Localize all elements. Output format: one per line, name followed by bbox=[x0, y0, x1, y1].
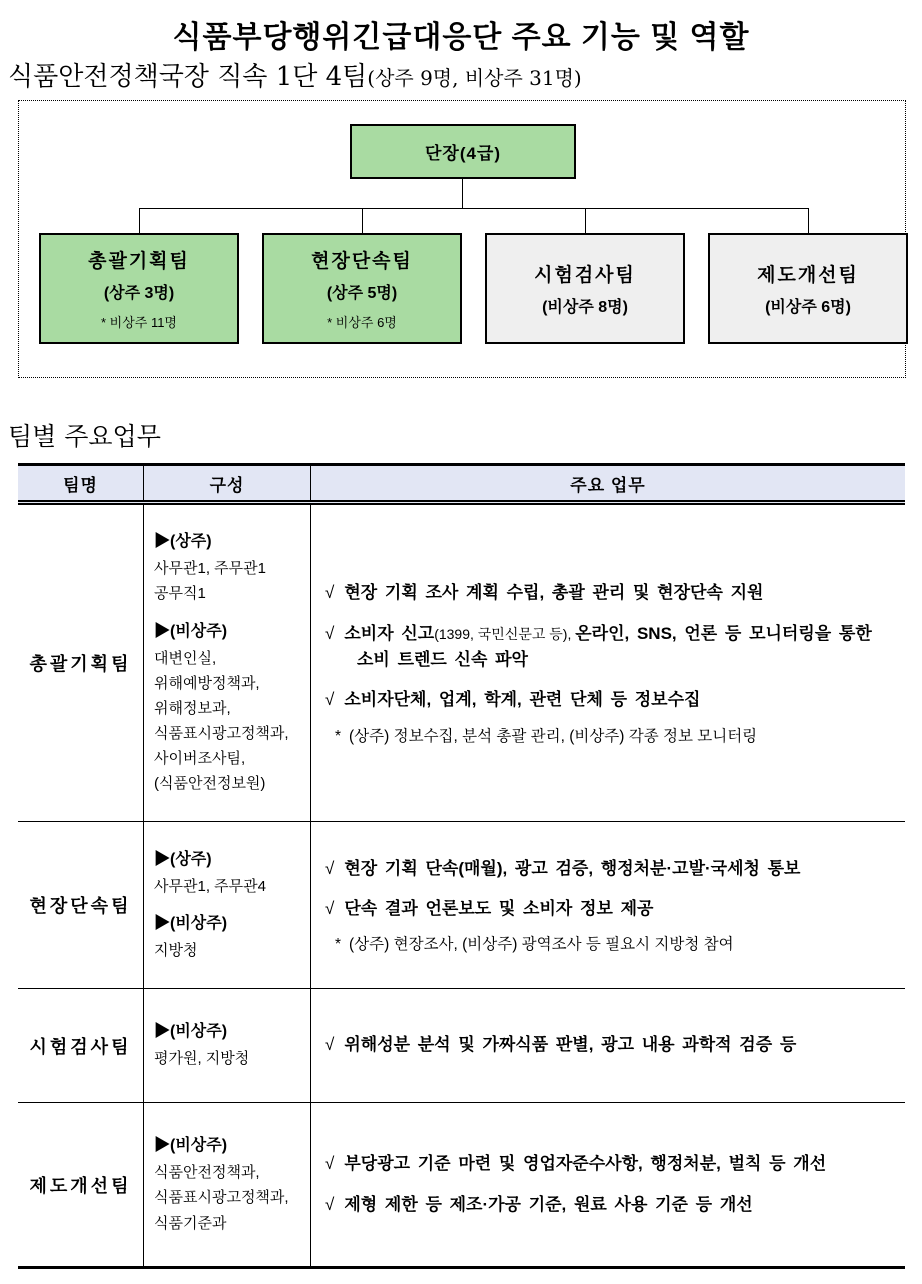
org-team-box bbox=[485, 233, 685, 344]
table-header-row bbox=[18, 466, 905, 505]
table-row bbox=[18, 821, 905, 988]
task-text: 위해성분 분석 및 가짜식품 판별, 광고 내용 과학적 검증 등 bbox=[344, 1035, 797, 1055]
connector-line bbox=[585, 208, 586, 234]
page-subtitle bbox=[8, 56, 582, 93]
org-root-box bbox=[350, 124, 576, 179]
task-line bbox=[325, 621, 893, 674]
asterisk-mark: * bbox=[335, 727, 342, 745]
composition-line: 사무관1, 주무관1 bbox=[154, 560, 266, 578]
composition-line: 평가원, 지방청 bbox=[154, 1050, 250, 1068]
team-name-cell: 현장단속팀 bbox=[29, 896, 132, 916]
composition-line: ▶(상주) bbox=[154, 533, 212, 551]
org-chart bbox=[18, 100, 906, 378]
task-line bbox=[325, 1192, 893, 1218]
check-mark: √ bbox=[325, 858, 335, 878]
composition-line: ▶(비상주) bbox=[154, 915, 228, 932]
check-mark: √ bbox=[325, 1035, 335, 1055]
check-mark: √ bbox=[325, 1154, 335, 1174]
team-name-cell: 제도개선팀 bbox=[29, 1175, 132, 1196]
tasks-cell bbox=[310, 822, 905, 988]
org-team-box bbox=[262, 233, 462, 344]
tasks-cell bbox=[310, 1103, 905, 1266]
composition-line: 식품표시광고정책과, bbox=[154, 1189, 289, 1207]
composition-cell bbox=[143, 505, 310, 821]
composition-line: ▶(비상주) bbox=[154, 622, 228, 640]
task-line bbox=[325, 580, 893, 606]
composition-line: (식품안전정보원) bbox=[154, 775, 266, 793]
task-text: (상주) 현장조사, (비상주) 광역조사 등 필요시 지방청 참여 bbox=[349, 936, 734, 954]
org-root-title: 단장(4급) bbox=[424, 144, 502, 163]
table-row bbox=[18, 988, 905, 1102]
connector-line bbox=[139, 208, 809, 209]
org-box-note: * 비상주 6명 bbox=[327, 315, 397, 330]
page-title: 식품부당행위긴급대응단 주요 기능 및 역할 bbox=[172, 21, 750, 54]
composition-line: ▶(상주) bbox=[154, 850, 212, 868]
subtitle-headcount: (상주 9명, 비상주 31명) bbox=[367, 66, 582, 90]
task-text: 소비자단체, 업계, 학계, 관련 단체 등 정보수집 bbox=[344, 690, 701, 710]
check-mark: √ bbox=[325, 690, 335, 710]
composition-line: 위해예방정책과, bbox=[154, 674, 260, 692]
task-text: 현장 기획 조사 계획 수립, 총괄 관리 및 현장단속 지원 bbox=[344, 583, 764, 603]
table-header-duties: 주요 업무 bbox=[310, 466, 905, 500]
org-box-title: 현장단속팀 bbox=[311, 251, 413, 272]
composition-line: ▶(비상주) bbox=[154, 1023, 228, 1041]
connector-line bbox=[139, 208, 140, 234]
task-line bbox=[325, 856, 893, 882]
team-duties-table bbox=[18, 463, 905, 1269]
org-box-title: 총괄기획팀 bbox=[88, 251, 190, 272]
task-text: 제형 제한 등 제조·가공 기준, 원료 사용 기준 등 개선 bbox=[344, 1194, 753, 1214]
check-mark: √ bbox=[325, 898, 335, 918]
task-text: (상주) 정보수집, 분석 총괄 관리, (비상주) 각종 정보 모니터링 bbox=[349, 727, 758, 745]
composition-line: 식품기준과 bbox=[154, 1214, 227, 1232]
task-text: 소비자 신고 bbox=[344, 623, 435, 643]
task-text: 단속 결과 언론보도 및 소비자 정보 제공 bbox=[344, 898, 654, 918]
composition-line: 대변인실, bbox=[154, 649, 217, 667]
task-text: (1399, 국민신문고 등), bbox=[434, 625, 576, 642]
org-box-title: 시험검사팀 bbox=[534, 265, 636, 286]
composition-line: 식품표시광고정책과, bbox=[154, 725, 289, 743]
composition-cell bbox=[143, 822, 310, 988]
composition-line: 지방청 bbox=[154, 941, 198, 959]
composition-cell bbox=[143, 989, 310, 1102]
table-header-composition: 구성 bbox=[143, 466, 310, 500]
task-line bbox=[325, 1151, 893, 1177]
team-name-cell: 시험검사팀 bbox=[29, 1036, 132, 1057]
org-box-note: * 비상주 11명 bbox=[100, 315, 177, 330]
check-mark: √ bbox=[325, 623, 335, 643]
org-box-staff: (상주 3명) bbox=[103, 285, 175, 302]
org-box-staff: (비상주 6명) bbox=[765, 299, 851, 316]
composition-line: 위해정보과, bbox=[154, 699, 231, 717]
composition-line: ▶(비상주) bbox=[154, 1137, 228, 1155]
connector-line bbox=[808, 208, 809, 234]
composition-line: 사이버조사팀, bbox=[154, 750, 246, 768]
check-mark: √ bbox=[325, 583, 335, 603]
table-row bbox=[18, 505, 905, 821]
composition-line: 사무관1, 주무관4 bbox=[154, 877, 266, 895]
task-line bbox=[325, 687, 893, 713]
check-mark: √ bbox=[325, 1194, 335, 1214]
connector-line bbox=[362, 208, 363, 234]
org-box-title: 제도개선팀 bbox=[757, 265, 859, 286]
org-team-box bbox=[708, 233, 908, 344]
section-title: 팀별 주요업무 bbox=[8, 422, 161, 451]
composition-line: 식품안전정책과, bbox=[154, 1164, 260, 1182]
org-box-staff: (비상주 8명) bbox=[542, 299, 628, 316]
org-box-staff: (상주 5명) bbox=[326, 285, 398, 302]
org-team-box bbox=[39, 233, 239, 344]
asterisk-mark: * bbox=[335, 936, 342, 954]
task-text: 온라인, SNS, 언론 등 모니터링을 통한 소비 트렌드 신속 파악 bbox=[357, 623, 872, 669]
tasks-cell bbox=[310, 989, 905, 1102]
task-line bbox=[325, 896, 893, 922]
task-text: 부당광고 기준 마련 및 영업자준수사항, 행정처분, 벌칙 등 개선 bbox=[344, 1154, 827, 1174]
task-line bbox=[325, 725, 893, 749]
table-row bbox=[18, 1102, 905, 1266]
task-line bbox=[325, 933, 893, 957]
task-line bbox=[325, 1032, 893, 1058]
composition-line: 공무직1 bbox=[154, 585, 206, 603]
subtitle-main: 식품안전정책국장 직속 1단 4팀 bbox=[8, 62, 368, 92]
table-header-team: 팀명 bbox=[63, 475, 98, 495]
team-name-cell: 총괄기획팀 bbox=[29, 654, 132, 674]
composition-cell bbox=[143, 1103, 310, 1266]
tasks-cell bbox=[310, 505, 905, 821]
table-body bbox=[18, 505, 905, 1266]
task-text: 현장 기획 단속(매월), 광고 검증, 행정처분·고발·국세청 통보 bbox=[344, 858, 801, 878]
connector-line bbox=[462, 179, 463, 208]
